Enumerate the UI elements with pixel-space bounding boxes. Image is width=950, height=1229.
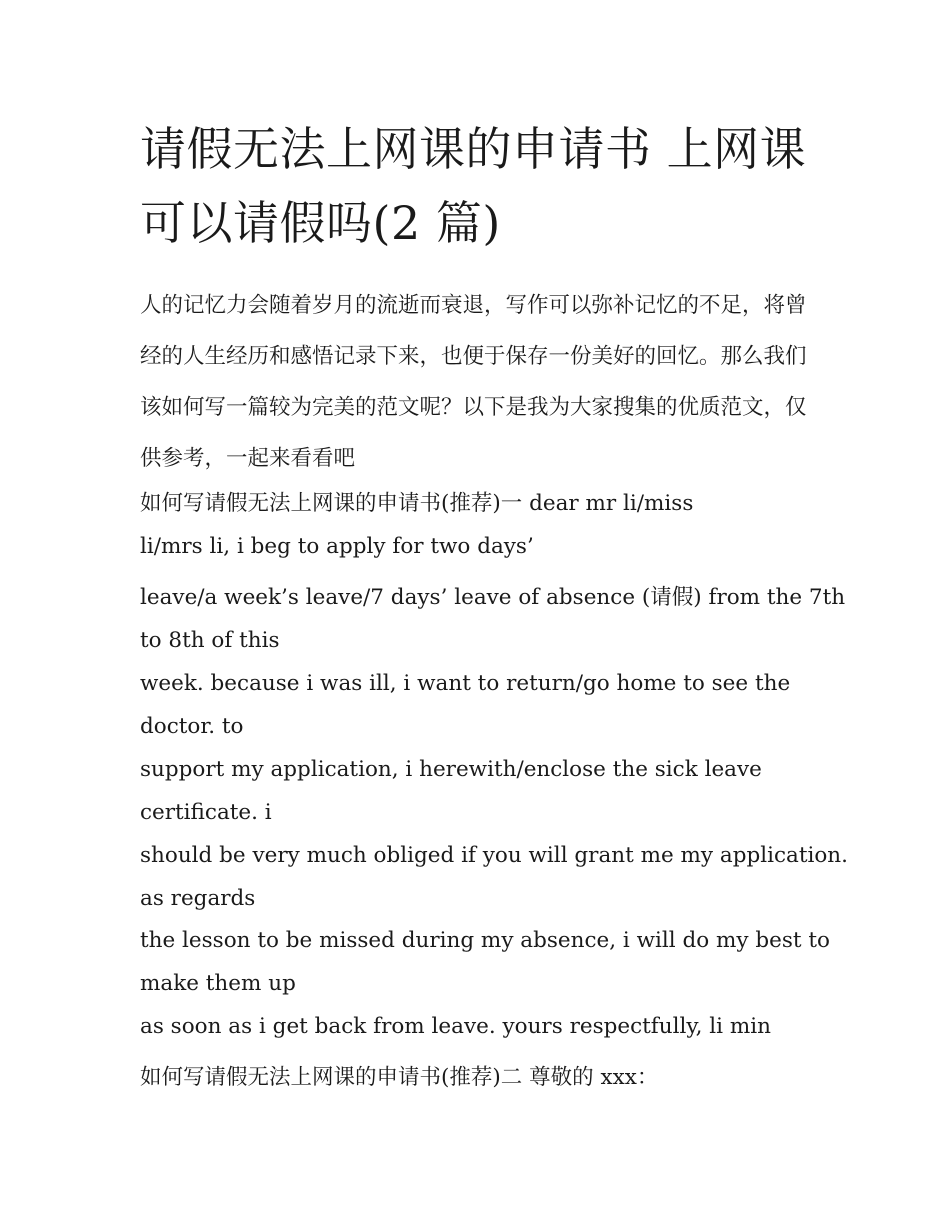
page-title: 请假无法上网课的申请书 上网课可以请假吗(2 篇) — [140, 122, 807, 250]
body-line: should be very much obliged if you will grant me my application. — [140, 843, 848, 868]
section-heading-line: 如何写请假无法上网课的申请书(推荐)二 尊敬的 xxx： — [140, 1065, 659, 1090]
body-line: the lesson to be missed during my absence, i will do my best to — [140, 928, 830, 953]
intro-paragraph: 人的记忆力会随着岁月的流逝而衰退，写作可以弥补记忆的不足，将曾经的人生经历和感悟记录下来，也便于保存一份美好的回忆。那么我们该如何写一篇较为完美的范文呢？以下是我为大家搜集的优质范文，仅供参考，一起来看看吧 — [140, 293, 807, 471]
body-line: as regards — [140, 886, 256, 911]
body-line: as soon as i get back from leave. yours respectfully, li min — [140, 1014, 771, 1039]
body-line: 如何写请假无法上网课的申请书(推荐)一 dear mr li/miss — [140, 491, 694, 516]
body-line: support my application, i herewith/enclose the sick leave — [140, 757, 762, 782]
body-line: certificate. i — [140, 800, 272, 825]
body-line: week. because i was ill, i want to return/go home to see the — [140, 671, 791, 696]
body-line: leave/a week’s leave/7 days’ leave of absence (请假) from the 7th — [140, 585, 846, 610]
body-line: make them up — [140, 971, 296, 996]
body-line: doctor. to — [140, 714, 244, 739]
body-line: to 8th of this — [140, 628, 280, 653]
body-line: li/mrs li, i beg to apply for two days’ — [140, 534, 534, 559]
